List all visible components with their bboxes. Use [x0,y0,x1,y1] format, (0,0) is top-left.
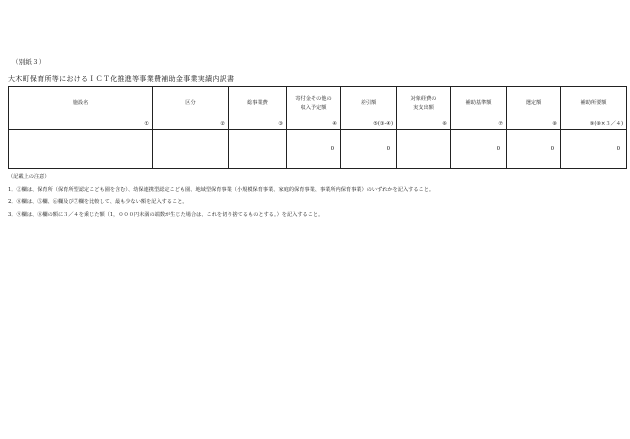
header-label-line-1: 対象経費の [410,96,437,102]
note-item: 2．⑧欄は、⑤欄、⑥欄及び⑦欄を比較して、最も少ない額を記入すること。 [8,199,188,205]
note-item: 3．⑨欄は、⑧欄の額に３／４を乗じた額（1，０００円未満の端数が生じた場合は、これを切り捨てるものとする。）を記入すること。 [8,211,324,218]
header-donations [287,87,341,130]
notes-section [8,171,434,221]
column-number: ⑧ [552,121,557,127]
header-label-line-2: 収入予定額 [300,105,327,111]
header-required-subsidy [561,87,627,130]
header-label: 選定額 [525,100,542,106]
column-number: ② [220,121,225,127]
header-subsidy-standard [451,87,507,130]
column-number: ⑦ [498,121,503,127]
report-table [8,86,627,169]
cell-selected-amount[interactable]: 0 [507,130,561,169]
header-category [153,87,229,130]
cell-actual-expense[interactable] [397,130,451,169]
header-label: 総事業費 [247,100,268,106]
column-number: ⑨(⑧×３／４) [589,121,623,127]
header-total-cost [229,87,287,130]
cell-category[interactable] [153,130,229,169]
header-label-line-1: 寄付金その他の [295,96,332,102]
cell-facility-name[interactable] [9,130,153,169]
column-number: ⑥ [442,121,447,127]
cell-donations[interactable]: 0 [287,130,341,169]
header-selected-amount [507,87,561,130]
column-number: ⑤(③-④) [373,121,393,127]
header-label: 差引額 [360,100,377,106]
column-number: ③ [278,121,283,127]
header-label: 区分 [185,100,196,106]
table-row [9,130,627,169]
cell-subsidy-standard[interactable]: 0 [451,130,507,169]
document-title: 大木町保育所等におけるＩＣＴ化推進等事業費補助金事業実績内訳書 [8,75,235,83]
cell-required-subsidy[interactable]: 0 [561,130,627,169]
header-facility-name [9,87,153,130]
column-number: ① [144,121,149,127]
header-row [9,87,627,130]
cell-difference[interactable]: 0 [341,130,397,169]
header-label: 補助所要額 [580,100,607,106]
header-label: 施設名 [72,100,89,106]
column-number: ④ [332,121,337,127]
notes-heading: （記載上の注意） [8,174,50,180]
cell-total-cost[interactable] [229,130,287,169]
header-label-line-2: 実支出額 [413,105,434,111]
annex-label: （別紙３） [12,58,46,66]
header-difference [341,87,397,130]
header-actual-expense [397,87,451,130]
note-item: 1．②欄は、保育所（保育所型認定こども園を含む）、幼保連携型認定こども園、地域型保育事業（小規模保育事業、家庭的保育事業、事業所内保育事業）のいずれかを記入すること。 [8,186,435,193]
header-label: 補助基準額 [465,100,492,106]
